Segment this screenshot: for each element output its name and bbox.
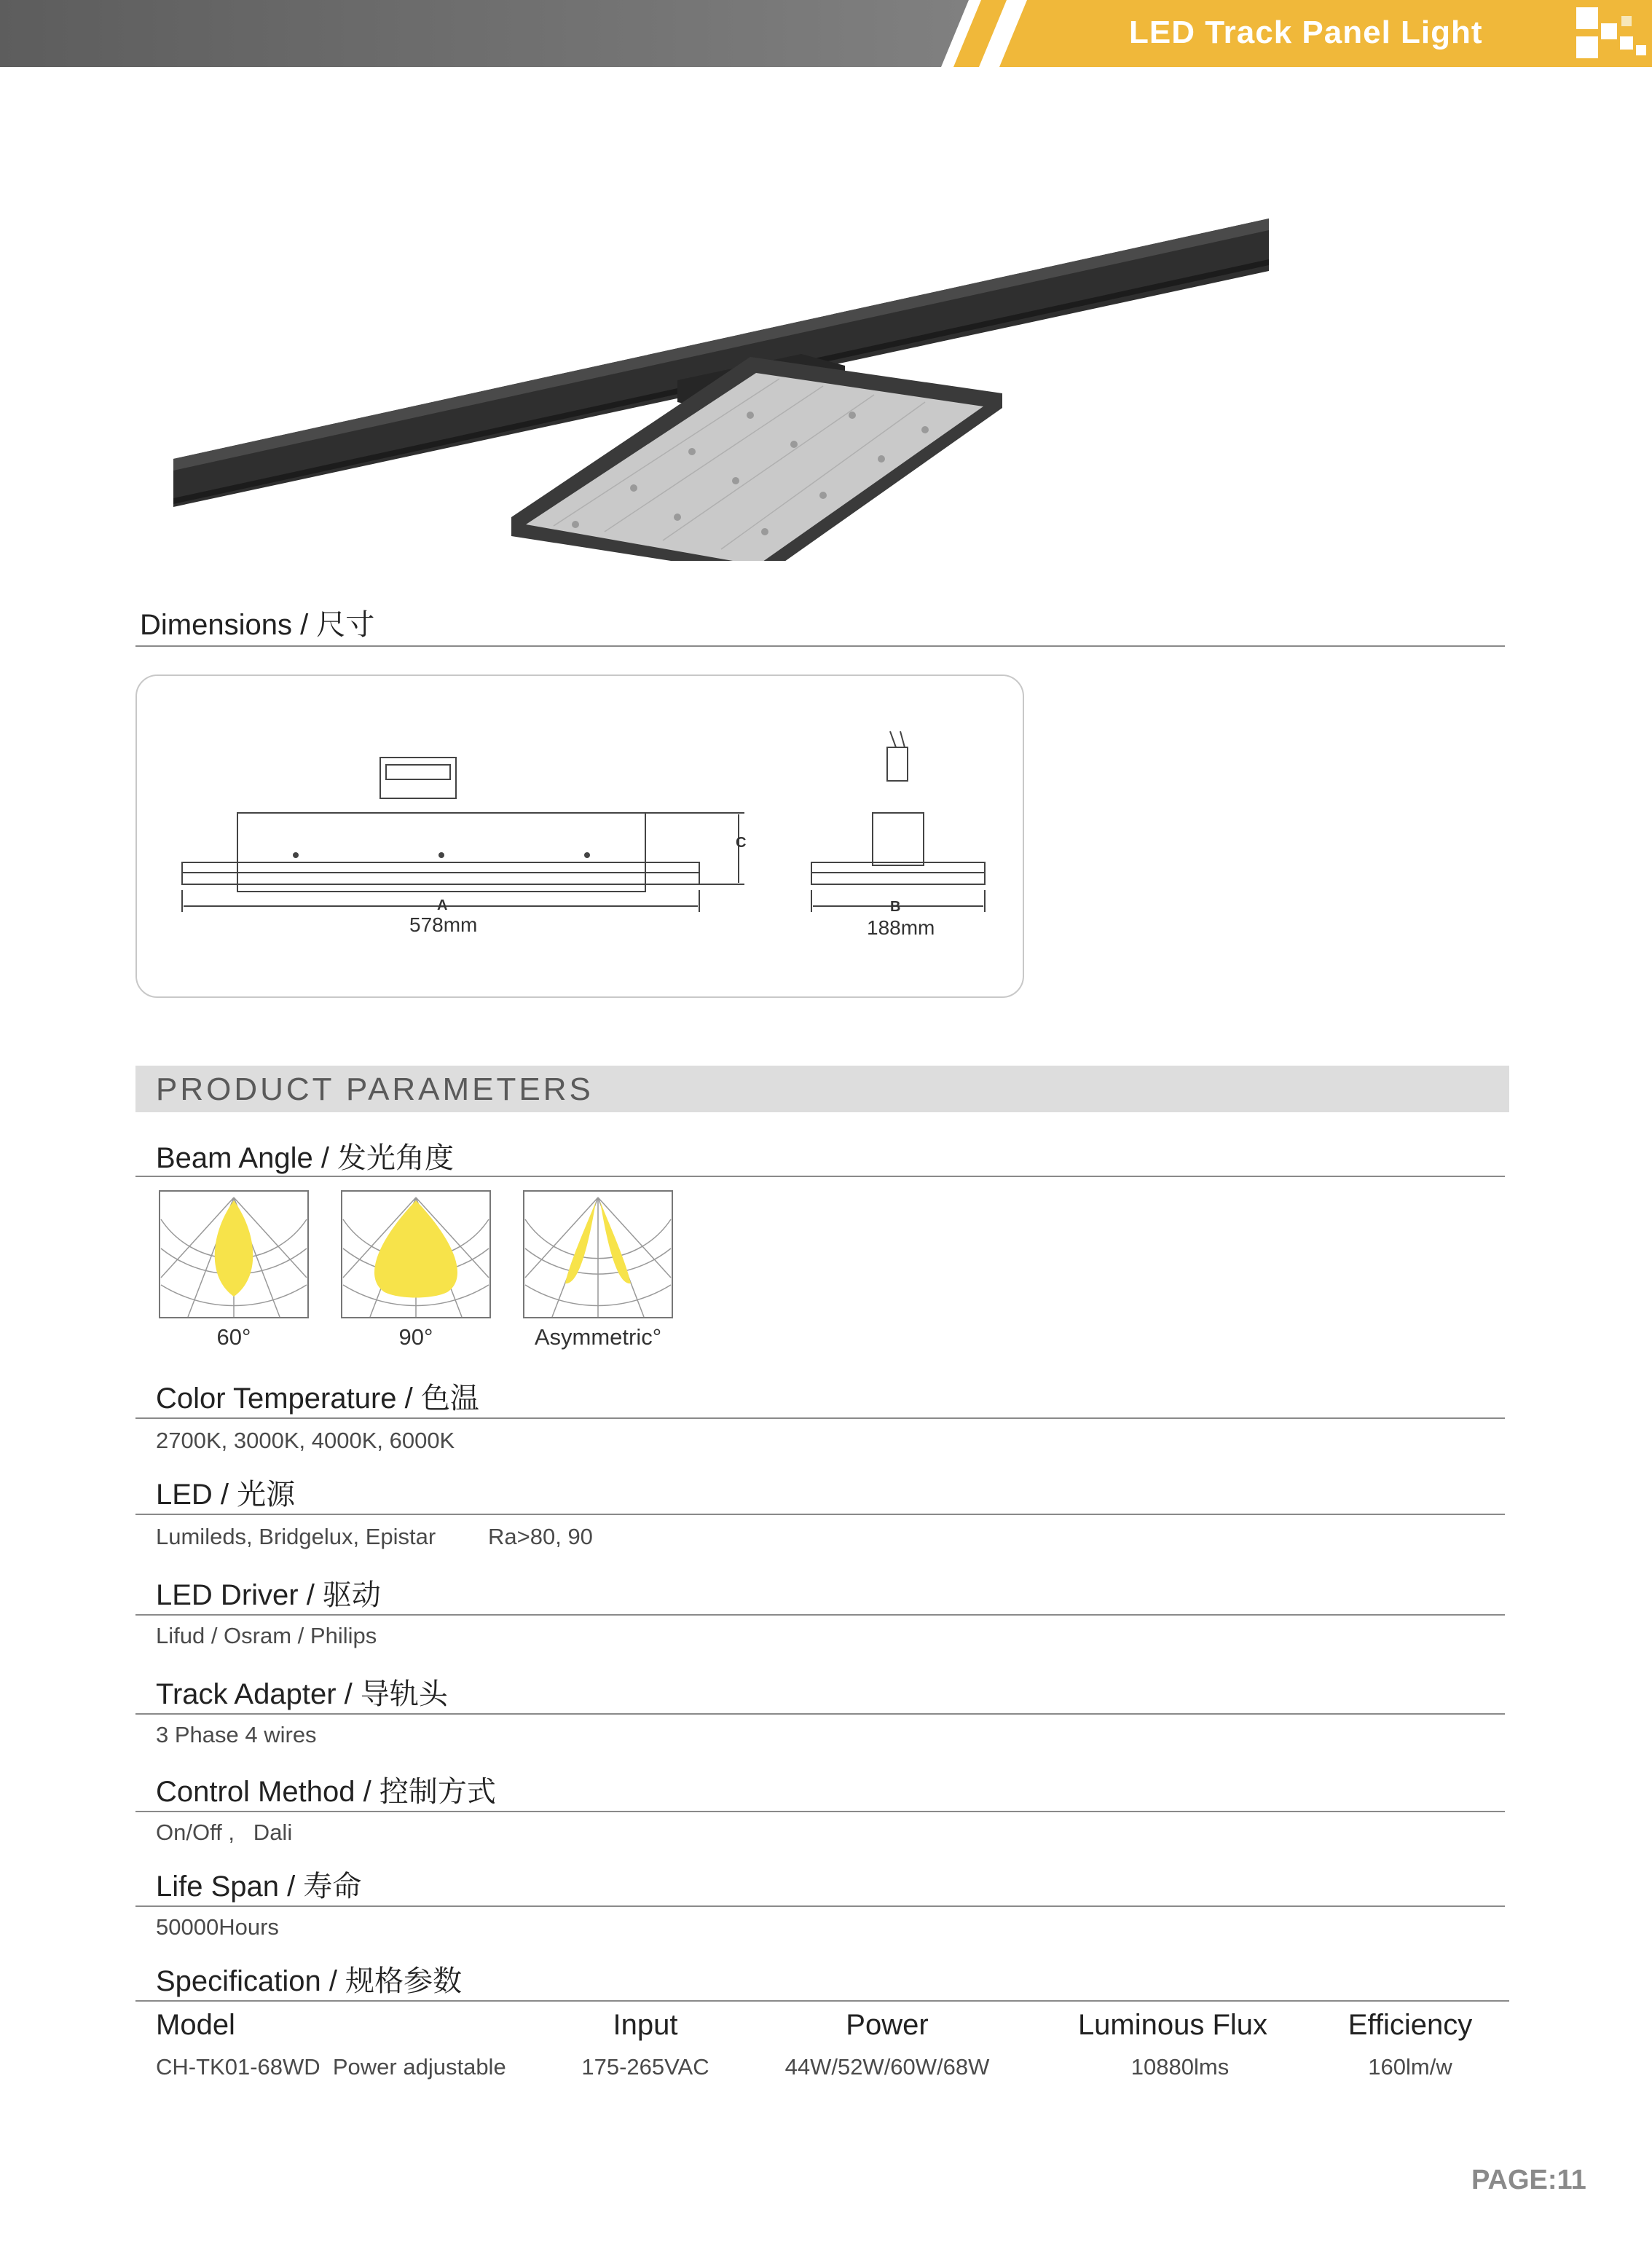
page-number: PAGE:11: [1471, 2165, 1586, 2195]
led-driver-rule: [135, 1614, 1505, 1616]
spec-header-model: Model: [156, 2009, 235, 2041]
led-value: Lumileds, Bridgelux, Epistar: [156, 1524, 436, 1549]
dimensions-heading: Dimensions / 尺寸: [140, 609, 375, 641]
track-adapter-rule: [135, 1713, 1505, 1715]
specification-rule: [135, 2000, 1509, 2002]
spec-cell-luminous-flux: 10880lms: [1130, 2054, 1230, 2080]
control-method-rule: [135, 1811, 1505, 1812]
beam-90-diagram: [341, 1190, 491, 1318]
specification-heading: Specification / 规格参数: [156, 1965, 463, 1997]
dimension-a-value: 578mm: [409, 913, 478, 936]
spec-cell-input: 175-265VAC: [581, 2054, 709, 2080]
life-span-rule: [135, 1905, 1505, 1907]
dimensions-rule: [135, 645, 1505, 647]
led-rule: [135, 1514, 1505, 1515]
dimension-drawing: [135, 674, 1024, 998]
dimension-b-label: B: [890, 899, 901, 915]
life-span-value: 50000Hours: [156, 1914, 279, 1940]
beam-90-label: 90°: [398, 1324, 433, 1350]
track-adapter-heading: Track Adapter / 导轨头: [156, 1678, 448, 1710]
led-driver-value: Lifud / Osram / Philips: [156, 1623, 377, 1648]
product-photo: [168, 211, 1304, 561]
beam-asymmetric-diagram: [523, 1190, 673, 1318]
led-cri-value: Ra>80, 90: [488, 1524, 593, 1549]
dimension-b-value: 188mm: [867, 916, 935, 939]
led-heading: LED / 光源: [156, 1479, 296, 1511]
spec-header-efficiency: Efficiency: [1348, 2009, 1473, 2041]
color-temperature-value: 2700K, 3000K, 4000K, 6000K: [156, 1428, 455, 1453]
control-method-heading: Control Method / 控制方式: [156, 1776, 496, 1808]
spec-cell-power: 44W/52W/60W/68W: [784, 2054, 990, 2080]
dimension-a-label: A: [437, 897, 448, 913]
beam-asymmetric-label: Asymmetric°: [534, 1324, 662, 1350]
life-span-heading: Life Span / 寿命: [156, 1871, 362, 1903]
spec-header-power: Power: [846, 2009, 929, 2041]
beam-angle-heading: Beam Angle / 发光角度: [156, 1142, 455, 1174]
beam-60-diagram: [159, 1190, 309, 1318]
dimension-c-label: C: [736, 835, 747, 851]
logo-icon: [1576, 7, 1652, 60]
beam-60-label: 60°: [216, 1324, 251, 1350]
spec-header-luminous-flux: Luminous Flux: [1077, 2009, 1268, 2041]
control-method-value: On/Off , Dali: [156, 1820, 293, 1845]
color-temperature-rule: [135, 1417, 1505, 1419]
track-adapter-value: 3 Phase 4 wires: [156, 1722, 317, 1747]
beam-angle-rule: [135, 1176, 1505, 1177]
spec-cell-model: CH-TK01-68WD Power adjustable: [156, 2054, 506, 2080]
color-temperature-heading: Color Temperature / 色温: [156, 1382, 479, 1415]
header-title: LED Track Panel Light: [1129, 15, 1483, 50]
parameters-title: PRODUCT PARAMETERS: [156, 1071, 594, 1107]
led-driver-heading: LED Driver / 驱动: [156, 1579, 381, 1611]
spec-cell-efficiency: 160lm/w: [1368, 2054, 1452, 2080]
spec-header-input: Input: [613, 2009, 678, 2041]
